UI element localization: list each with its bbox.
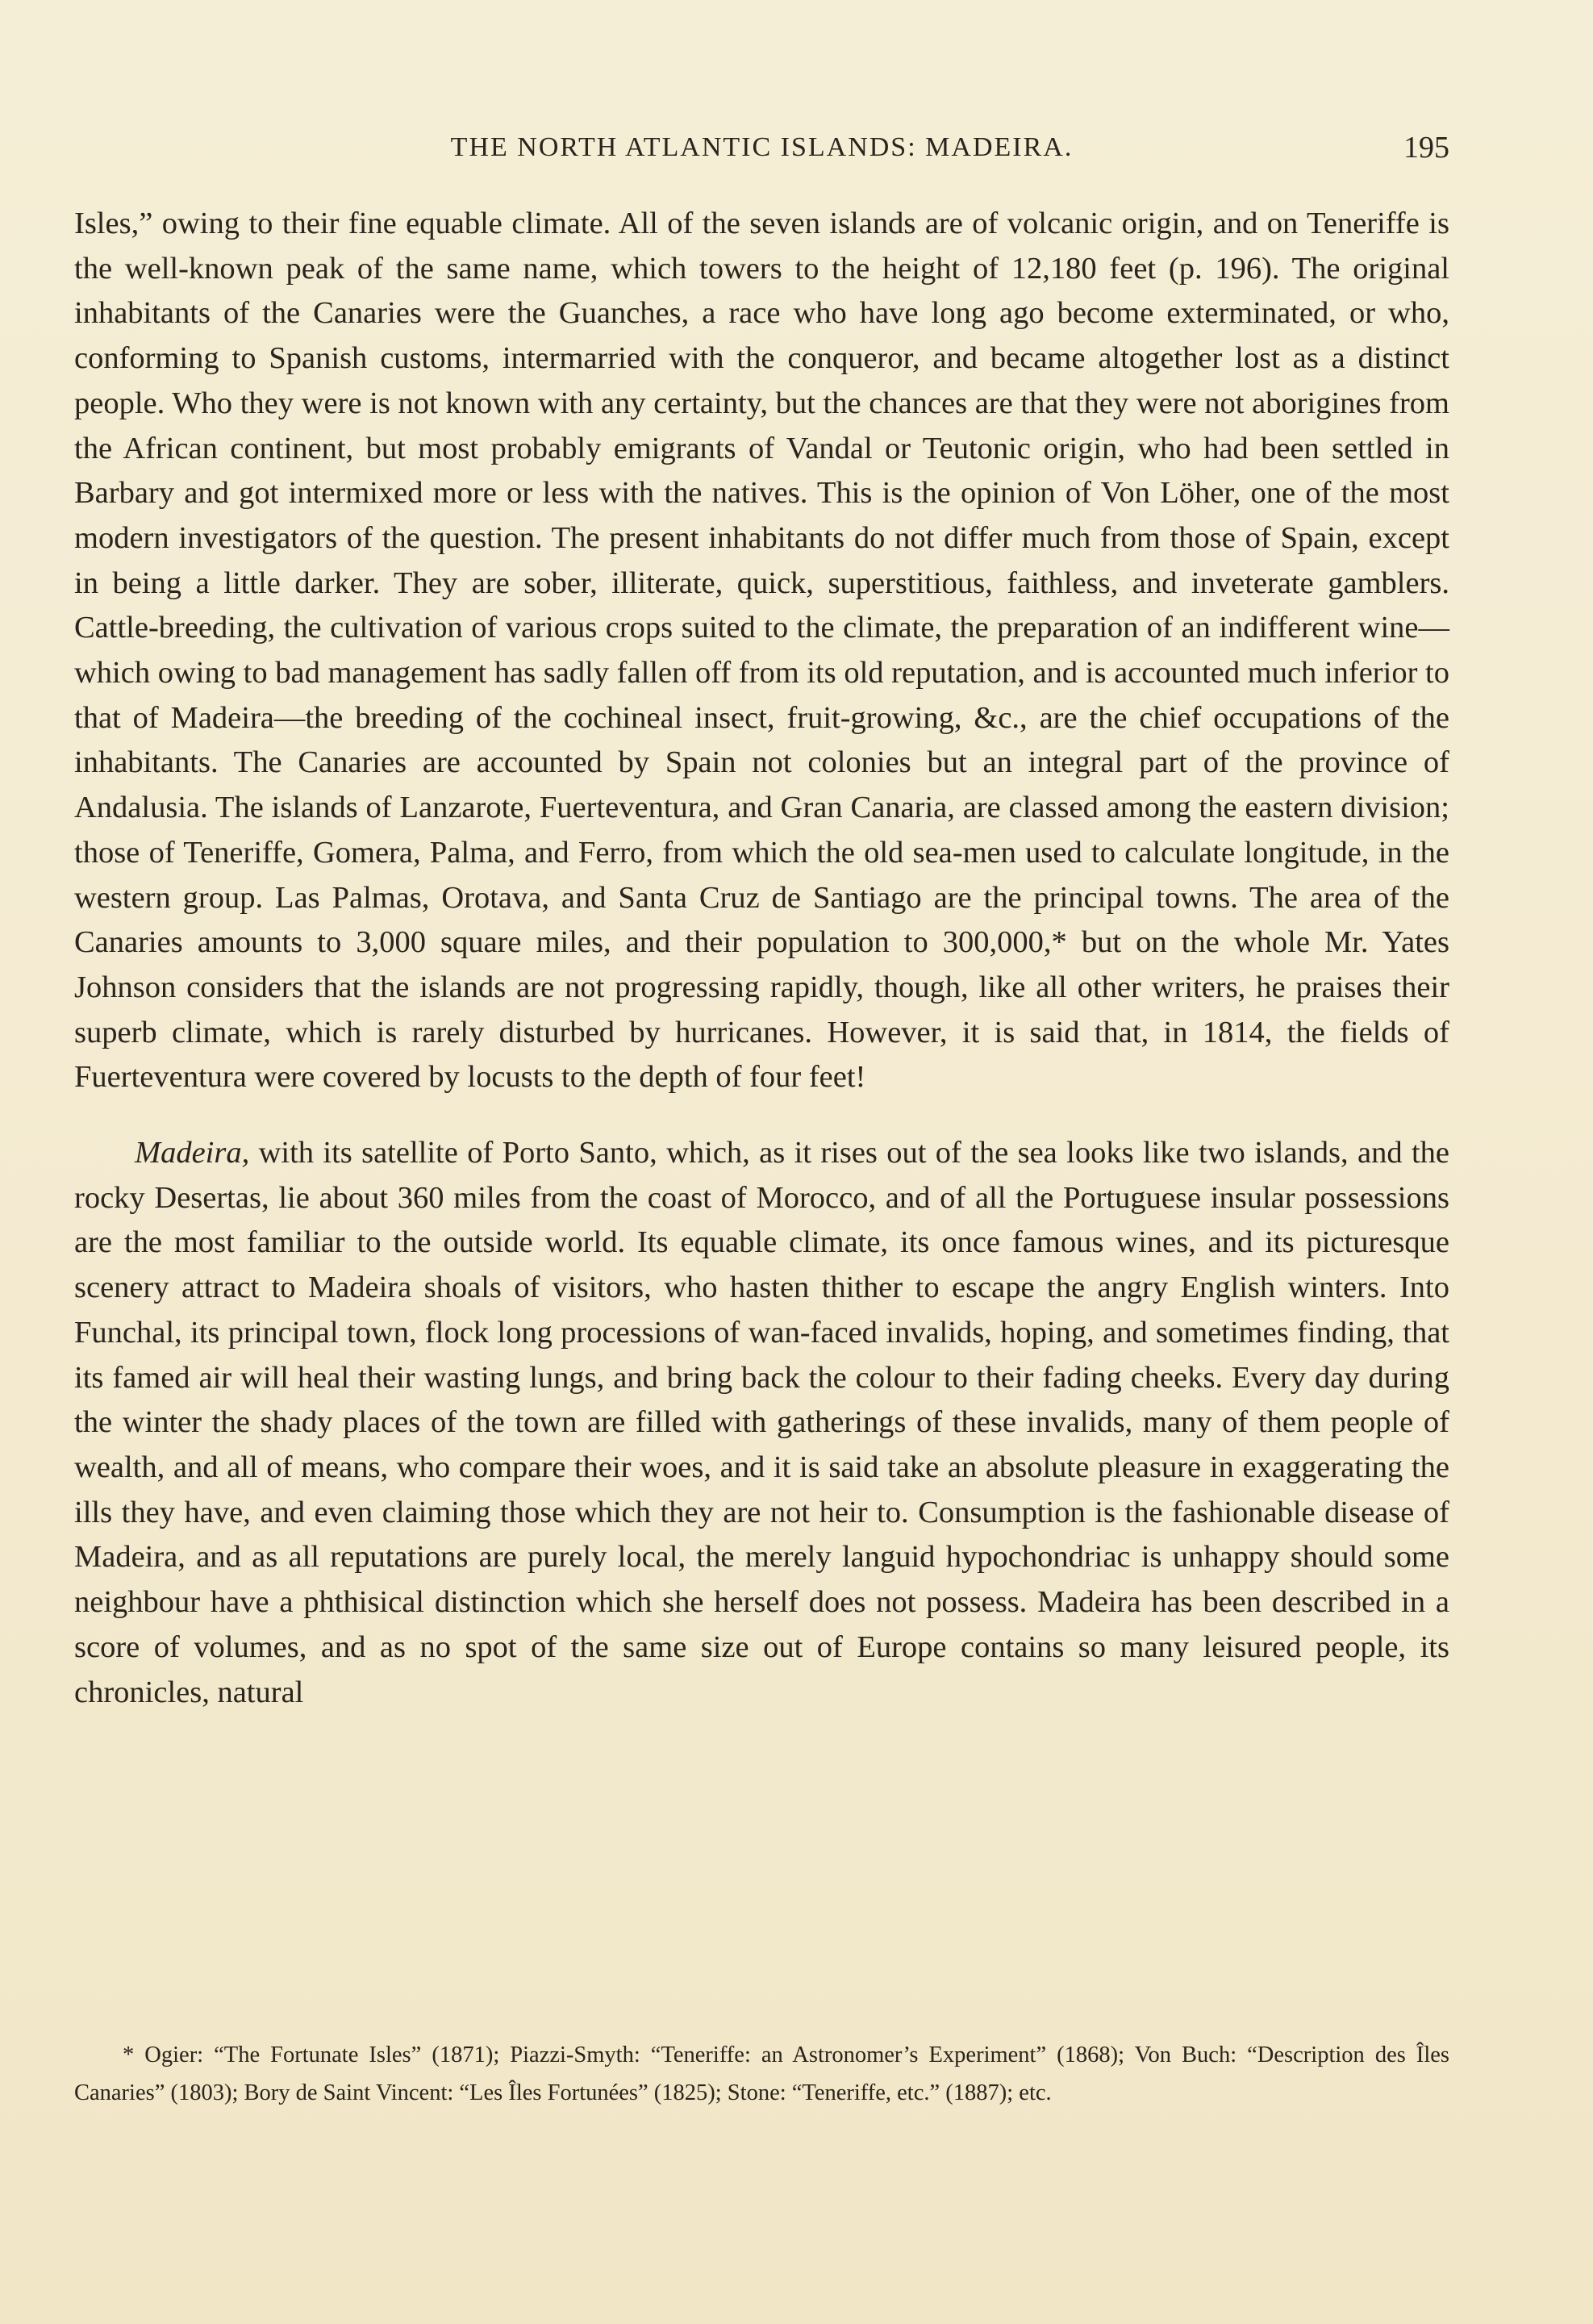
running-title: THE NORTH ATLANTIC ISLANDS: MADEIRA. (450, 132, 1074, 162)
paragraph-lead-word: Madeira, (135, 1136, 250, 1170)
page-number: 195 (1403, 131, 1449, 165)
footnote: * Ogier: “The Fortunate Isles” (1871); Piazzi-Smyth: “Teneriffe: an Astronomer’s Experiment” (1868); Von Buch: “Description des Îles Canaries” (1803); Bory de Saint Vincent: “Les Îles Fortunées” (1825); Stone: “Teneriffe, etc.” (1887); etc. (74, 2042, 1449, 2105)
running-head (74, 127, 1449, 168)
body-text (74, 202, 1449, 1715)
paragraph-canaries: Isles,” owing to their fine equable climate. All of the seven islands are of volcanic origin, and on Teneriffe is the well-known peak of the same name, which towers to the height of 12,180 feet (p. 196). The original inhabitants of the Canaries were the Guanches, a race who have long ago become exterminated, or who, conforming to Spanish customs, intermarried with the conqueror, and became altogether lost as a distinct people. Who they were is not known with any certainty, but the chances are that they were not aborigines from the African continent, but most probably emigrants of Vandal or Teutonic origin, who had been settled in Barbary and got intermixed more or less with the natives. This is the opinion of Von Löher, one of the most modern investigators of the question. The present inhabitants do not differ much from those of Spain, except in being a little darker. They are sober, illiterate, quick, superstitious, faithless, and inveterate gamblers. Cattle-breeding, the cultivation of various crops suited to the climate, the preparation of an indifferent wine—which owing to bad management has sadly fallen off from its old reputation, and is accounted much inferior to that of Madeira—the breeding of the cochineal insect, fruit-growing, &c., are the chief occupations of the inhabitants. The Canaries are accounted by Spain not colonies but an integral part of the province of Andalusia. The islands of Lanzarote, Fuerteventura, and Gran Canaria, are classed among the eastern division; those of Teneriffe, Gomera, Palma, and Ferro, from which the old sea-men used to calculate longitude, in the western group. Las Palmas, Orotava, and Santa Cruz de Santiago are the principal towns. The area of the Canaries amounts to 3,000 square miles, and their population to 300,000,* but on the whole Mr. Yates Johnson considers that the islands are not progressing rapidly, though, like all other writers, he praises their superb climate, which is rarely disturbed by hurricanes. However, it is said that, in 1814, the fields of Fuerteventura were covered by locusts to the depth of four feet! (74, 207, 1449, 1095)
paragraph-madeira (74, 1131, 1449, 1715)
paragraph-madeira-text: with its satellite of Porto Santo, which, as it rises out of the sea looks like two islands, and the rocky Desertas, lie about 360 miles from the coast of Morocco, and of all the Portuguese insular possessions are the most familiar to the outside world. Its equable climate, its once famous wines, and its picturesque scenery attract to Madeira shoals of visitors, who hasten thither to escape the angry English winters. Into Funchal, its principal town, flock long processions of wan-faced invalids, hoping, and sometimes finding, that its famed air will heal their wasting lungs, and bring back the colour to their fading cheeks. Every day during the winter the shady places of the town are filled with gatherings of these invalids, many of them people of wealth, and all of means, who compare their woes, and it is said take an absolute pleasure in exaggerating the ills they have, and even claiming those which they are not heir to. Consumption is the fashionable disease of Madeira, and as all reputations are purely local, the merely languid hypochondriac is unhappy should some neighbour have a phthisical distinction which she herself does not possess. Madeira has been described in a score of volumes, and as no spot of the same size out of Europe contains so many leisured people, its chronicles, natural (74, 1136, 1449, 1709)
